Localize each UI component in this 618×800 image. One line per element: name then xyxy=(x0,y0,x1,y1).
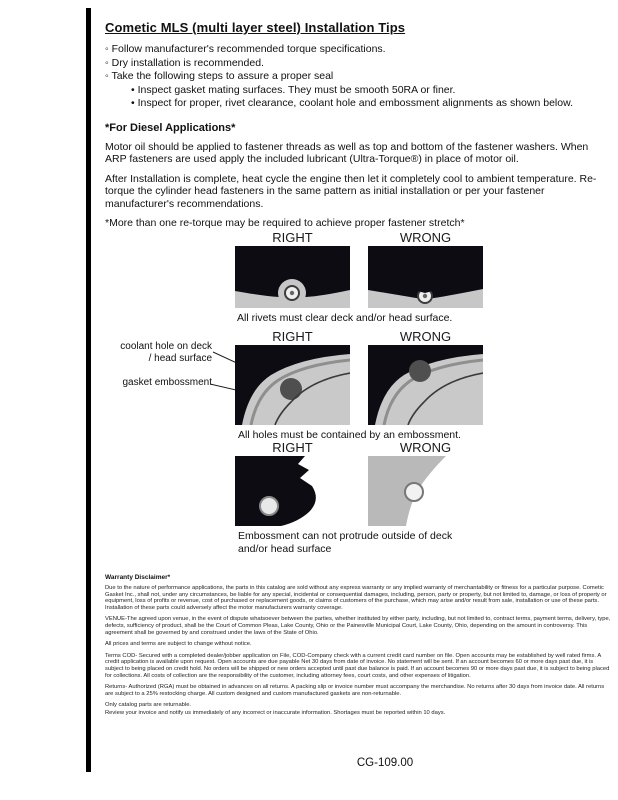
legal-paragraph: Terms COD- Secured with a completed dealer/jobber application on File, COD-Company check with a current credit card number on file. Open accounts may be established by well rated firms. A credit application is available upon request. Open accounts are due payable Net 30 days from date of invoice. No statement will be sent. If an account becomes 60 or more days past due, it is subject to being placed on credit hold. No orders will be shipped or new orders accepted until past due balance is paid. If an account becomes 90 or more days past due, it is subject to being placed for collections. All costs of collection are the responsibility of the customer, including attorney fees, court costs, and other expenses of litigation. xyxy=(105,652,610,679)
embossment-protrusion-caption: Embossment can not protrude outside of deck and/or head surface xyxy=(238,530,453,555)
warranty-disclaimer-heading: Warranty Disclaimer* xyxy=(105,574,171,581)
diesel-applications-heading: *For Diesel Applications* xyxy=(105,121,236,134)
hole-embossment-caption: All holes must be contained by an embossment. xyxy=(238,429,461,441)
diesel-paragraph-2: After Installation is complete, heat cycle the engine then let it completely cool to ambient temperature. Re-torque the cylinder head fasteners in the same pattern as initial installation or per your fastener manufacturer's recommendations. xyxy=(105,172,597,210)
embossment-protrusion-right-diagram xyxy=(235,456,350,526)
warranty-disclaimer-section xyxy=(105,574,612,722)
legal-paragraph: Due to the nature of performance applications, the parts in this catalog are sold without any express warranty or any implied warranty of merchantability or fitness for a particular purpose. Cometic Gasket Inc., shall not, under any circumstances, be liable for any special, incidental or consequential damages, including, person, party or property, but not limited to, damage, or loss of property or equipment, loss of profits or revenue, cost of purchased or replacement goods, or claims of customers of the purchase, which may arise and/or result from sale, installation or use of these parts. Installation of these parts could adversely affect the motor manufacturers warranty coverage. xyxy=(105,585,607,611)
legal-paragraph: Returns- Authorized (RGA) must be obtained in advances on all returns. A packing slip or invoice number must accompany the merchandise. No returns after 30 days from invoice date. All returns are subject to a 25% restocking charge. All custom designed and custom manufactured gaskets are non-returnable. xyxy=(105,684,605,697)
sub-tips-list xyxy=(131,84,605,111)
tip-item: ◦ Dry installation is recommended. xyxy=(105,57,605,71)
legal-paragraph: VENUE-The agreed upon venue, in the event of dispute whatsoever between the parties, whether instituted by either party, including, but not limited to, contract terms, payment terms, delivery, type, defects, sufficiency of product, shall be the Court of Common Pleas, Lake County, Ohio or the Painesville Municipal Court, Lake County, Ohio, depending on the amount in controversy. This agreement shall be governed by and construed under the laws of the State of Ohio. xyxy=(105,616,611,636)
tip-item xyxy=(105,70,605,111)
wrong-label-row2: WRONG xyxy=(399,329,452,344)
right-label-row3: RIGHT xyxy=(272,440,313,455)
left-border-rule xyxy=(86,8,91,772)
rivet-clearance-caption: All rivets must clear deck and/or head surface. xyxy=(237,312,453,324)
embossment-protrusion-wrong-diagram xyxy=(368,456,483,526)
diagram-section xyxy=(105,230,610,565)
rivet-clearance-wrong-diagram xyxy=(368,246,483,308)
retorque-note: *More than one re-torque may be required to achieve proper fastener stretch* xyxy=(105,217,465,229)
page-number: CG-109.00 xyxy=(356,757,414,769)
right-label-row2: RIGHT xyxy=(272,329,313,344)
gasket-embossment-label: gasket embossment xyxy=(122,377,212,388)
legal-paragraph: All prices and terms are subject to change without notice. xyxy=(105,641,252,648)
diesel-paragraph-1: Motor oil should be applied to fastener threads as well as top and bottom of the fastener washers. When ARP fasteners are used apply the included lubricant (Ultra-Torque®) in place of motor oil. xyxy=(105,140,589,165)
installation-tips-section xyxy=(105,20,605,230)
legal-paragraph: Review your invoice and notify us immediately of any incorrect or inaccurate information. Shortages must be reported within 10 days. xyxy=(105,709,446,716)
sub-tip-item: • Inspect gasket mating surfaces. They must be smooth 50RA or finer. xyxy=(131,84,605,98)
right-label-row1: RIGHT xyxy=(272,230,313,245)
tip-item-text: Take the following steps to assure a proper seal xyxy=(111,70,334,82)
legal-paragraph: Only catalog parts are returnable. xyxy=(105,702,192,709)
hole-embossment-right-diagram xyxy=(235,345,350,425)
tip-item: ◦ Follow manufacturer's recommended torque specifications. xyxy=(105,43,605,57)
wrong-label-row1: WRONG xyxy=(399,230,452,245)
coolant-hole-label: coolant hole on deck / head surface xyxy=(120,341,212,364)
hole-embossment-wrong-diagram xyxy=(368,345,483,425)
tips-list xyxy=(105,43,605,111)
wrong-label-row3: WRONG xyxy=(399,440,452,455)
sub-tip-item: • Inspect for proper, rivet clearance, coolant hole and embossment alignments as shown below. xyxy=(131,97,605,111)
rivet-clearance-right-diagram xyxy=(235,246,350,308)
page-title: Cometic MLS (multi layer steel) Installation Tips xyxy=(105,20,406,35)
